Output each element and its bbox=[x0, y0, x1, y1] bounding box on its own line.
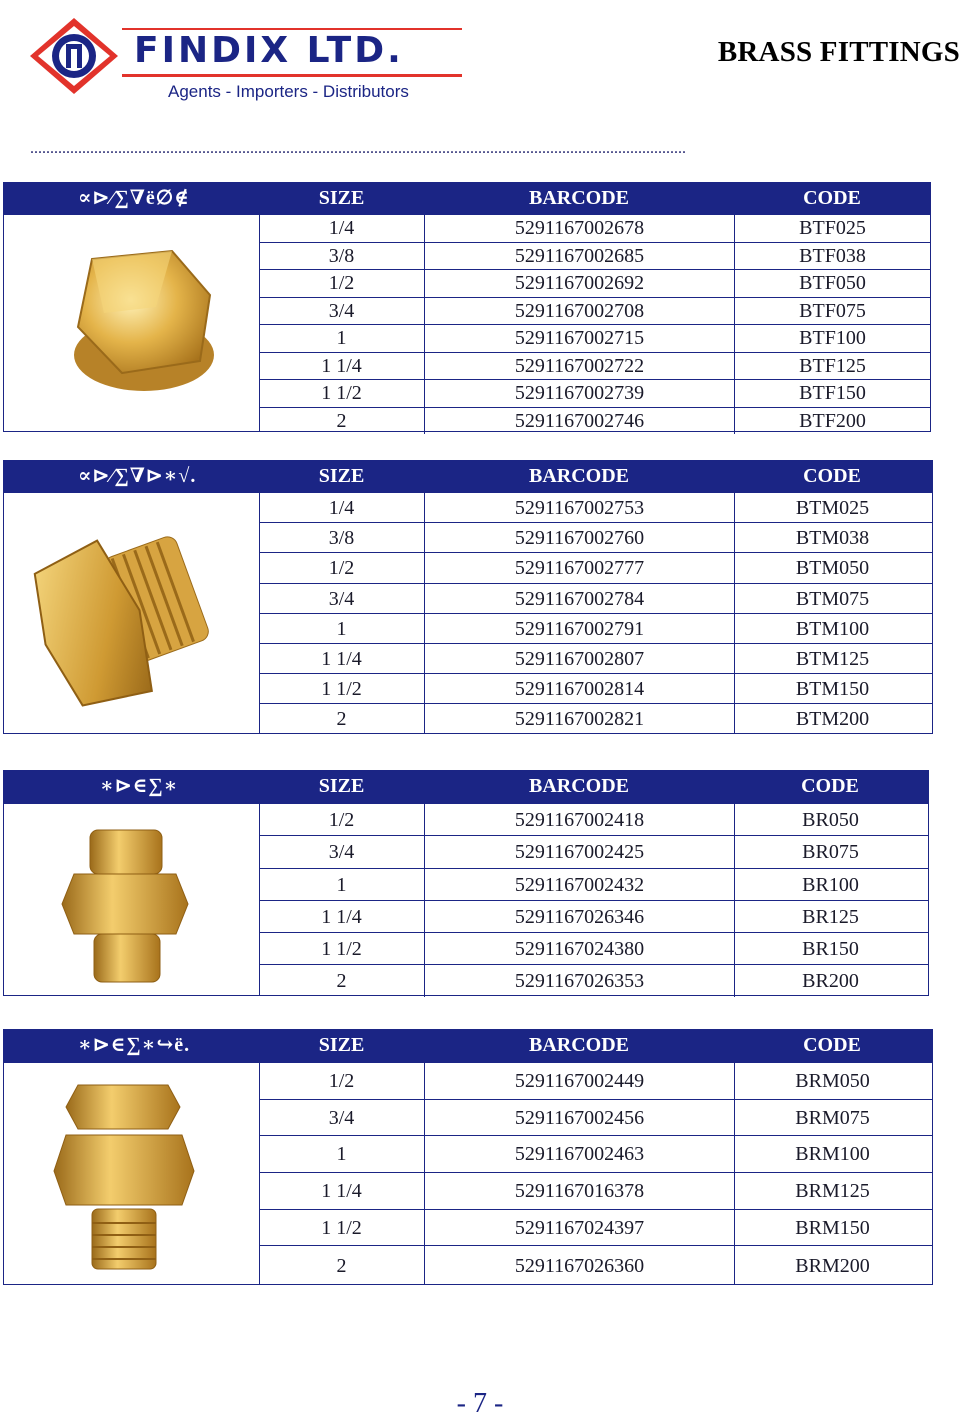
product-table-male-plug bbox=[3, 460, 933, 734]
company-logo bbox=[22, 14, 472, 114]
cell-code: BTF075 bbox=[734, 298, 930, 325]
table-body bbox=[259, 214, 930, 434]
table-body bbox=[259, 492, 932, 734]
cell-barcode: 5291167002715 bbox=[424, 325, 734, 352]
table-row bbox=[259, 242, 930, 270]
cell-code: BTF150 bbox=[734, 380, 930, 407]
table-row bbox=[259, 1062, 932, 1099]
cell-code: BTF038 bbox=[734, 243, 930, 270]
cell-size: 1 1/2 bbox=[321, 382, 362, 404]
cell-barcode: 5291167002449 bbox=[424, 1063, 734, 1099]
cell-size: 3/4 bbox=[328, 841, 355, 864]
product-table-union-male bbox=[3, 1029, 933, 1285]
column-header-size: SIZE bbox=[318, 187, 365, 209]
product-name: ∗⊳∈∑∗ bbox=[100, 775, 179, 797]
header-divider: .................................................................................................................................................................... bbox=[30, 140, 686, 157]
cell-size: 1/2 bbox=[328, 809, 355, 831]
cell-barcode: 5291167024397 bbox=[424, 1210, 734, 1246]
brass-male-plug-icon bbox=[4, 493, 259, 733]
table-row bbox=[259, 1209, 932, 1246]
cell-code: BR200 bbox=[734, 965, 926, 996]
table-row bbox=[259, 407, 930, 435]
table-header bbox=[4, 1030, 932, 1063]
product-table-union bbox=[3, 770, 929, 996]
cell-size: 1 bbox=[336, 1143, 347, 1166]
page-title: BRASS FITTINGS bbox=[717, 36, 960, 68]
cell-barcode: 5291167002777 bbox=[424, 553, 734, 582]
table-row bbox=[259, 673, 932, 703]
table-header bbox=[4, 461, 932, 493]
cell-barcode: 5291167002678 bbox=[424, 215, 734, 242]
cell-size: 1 1/2 bbox=[321, 938, 362, 961]
cell-size: 3/8 bbox=[328, 527, 355, 550]
table-header bbox=[4, 183, 930, 215]
cell-barcode: 5291167002791 bbox=[424, 614, 734, 643]
cell-code: BTM100 bbox=[734, 614, 930, 643]
column-header-barcode: BARCODE bbox=[528, 775, 629, 797]
cell-code: BTM038 bbox=[734, 523, 930, 552]
cell-size: 1/4 bbox=[328, 217, 355, 239]
cell-size: 1/2 bbox=[328, 557, 355, 580]
cell-barcode: 5291167002463 bbox=[424, 1136, 734, 1172]
cell-size: 2 bbox=[336, 970, 347, 993]
product-name: ∝⊳∕∑∇⊳∗√. bbox=[78, 465, 197, 487]
column-header-code: CODE bbox=[803, 1034, 861, 1056]
cell-barcode: 5291167002456 bbox=[424, 1100, 734, 1136]
cell-code: BTM150 bbox=[734, 674, 930, 703]
cell-barcode: 5291167016378 bbox=[424, 1173, 734, 1209]
column-header-size: SIZE bbox=[318, 1034, 365, 1056]
cell-code: BTM200 bbox=[734, 704, 930, 733]
cell-code: BR050 bbox=[734, 804, 926, 835]
cell-barcode: 5291167026353 bbox=[424, 965, 734, 996]
cell-barcode: 5291167002418 bbox=[424, 804, 734, 835]
cell-code: BRM100 bbox=[734, 1136, 930, 1172]
cell-barcode: 5291167024380 bbox=[424, 933, 734, 964]
table-row bbox=[259, 297, 930, 325]
cell-size: 3/4 bbox=[328, 1106, 355, 1129]
cell-code: BTM050 bbox=[734, 553, 930, 582]
column-header-barcode: BARCODE bbox=[528, 465, 629, 487]
cell-size: 1 1/2 bbox=[321, 678, 362, 701]
table-row bbox=[259, 1135, 932, 1172]
table-row bbox=[259, 643, 932, 673]
cell-barcode: 5291167002760 bbox=[424, 523, 734, 552]
page-number: - 7 - bbox=[456, 1388, 504, 1419]
cell-barcode: 5291167002814 bbox=[424, 674, 734, 703]
cell-code: BR150 bbox=[734, 933, 926, 964]
table-row bbox=[259, 964, 928, 996]
column-header-size: SIZE bbox=[318, 775, 365, 797]
cell-barcode: 5291167002807 bbox=[424, 644, 734, 673]
column-header-size: SIZE bbox=[318, 465, 365, 487]
table-row bbox=[259, 932, 928, 964]
cell-code: BRM200 bbox=[734, 1246, 930, 1284]
cell-barcode: 5291167002722 bbox=[424, 353, 734, 380]
cell-size: 1 bbox=[336, 617, 347, 640]
table-row bbox=[259, 1245, 932, 1284]
cell-barcode: 5291167026360 bbox=[424, 1246, 734, 1284]
table-row bbox=[259, 352, 930, 380]
table-row bbox=[259, 379, 930, 407]
column-header-code: CODE bbox=[801, 775, 859, 797]
table-row bbox=[259, 552, 932, 582]
cell-size: 1 bbox=[336, 873, 347, 896]
table-row bbox=[259, 324, 930, 352]
cell-size: 1 1/2 bbox=[321, 1216, 362, 1239]
table-body bbox=[259, 803, 928, 997]
cell-code: BTF025 bbox=[734, 215, 930, 242]
cell-size: 2 bbox=[336, 1255, 347, 1278]
table-row bbox=[259, 868, 928, 900]
cell-barcode: 5291167002432 bbox=[424, 869, 734, 900]
cell-barcode: 5291167002425 bbox=[424, 836, 734, 867]
cell-code: BRM125 bbox=[734, 1173, 930, 1209]
cell-barcode: 5291167002784 bbox=[424, 584, 734, 613]
cell-size: 1 1/4 bbox=[321, 1180, 362, 1203]
column-header-barcode: BARCODE bbox=[528, 1034, 629, 1056]
cell-code: BR075 bbox=[734, 836, 926, 867]
table-row bbox=[259, 522, 932, 552]
cell-size: 1 1/4 bbox=[321, 647, 362, 670]
cell-size: 2 bbox=[336, 409, 347, 432]
cell-barcode: 5291167026346 bbox=[424, 901, 734, 932]
table-row bbox=[259, 803, 928, 835]
cell-code: BTF200 bbox=[734, 408, 930, 435]
cell-code: BR100 bbox=[734, 869, 926, 900]
brass-union-icon bbox=[4, 804, 259, 994]
cell-code: BRM050 bbox=[734, 1063, 930, 1099]
cell-code: BRM150 bbox=[734, 1210, 930, 1246]
column-header-code: CODE bbox=[803, 187, 861, 209]
cell-size: 2 bbox=[336, 708, 347, 731]
cell-size: 3/4 bbox=[328, 587, 355, 610]
cell-size: 3/8 bbox=[328, 244, 355, 267]
product-name: ∝⊳∕∑∇ë∅∉ bbox=[78, 187, 190, 209]
cell-size: 3/4 bbox=[328, 299, 355, 322]
cell-barcode: 5291167002739 bbox=[424, 380, 734, 407]
brass-female-plug-icon bbox=[4, 215, 259, 431]
table-row bbox=[259, 703, 932, 733]
cell-size: 1 bbox=[336, 327, 347, 349]
table-row bbox=[259, 269, 930, 297]
column-header-barcode: BARCODE bbox=[528, 187, 629, 209]
brass-union-male-icon bbox=[4, 1063, 259, 1283]
cell-code: BTF125 bbox=[734, 353, 930, 380]
table-row bbox=[259, 492, 932, 522]
cell-size: 1 1/4 bbox=[321, 354, 362, 377]
table-row bbox=[259, 1099, 932, 1136]
cell-barcode: 5291167002746 bbox=[424, 408, 734, 435]
cell-barcode: 5291167002708 bbox=[424, 298, 734, 325]
cell-code: BTF100 bbox=[734, 325, 930, 352]
table-header bbox=[4, 771, 928, 804]
cell-barcode: 5291167002692 bbox=[424, 270, 734, 297]
table-row bbox=[259, 214, 930, 242]
table-row bbox=[259, 835, 928, 867]
cell-barcode: 5291167002685 bbox=[424, 243, 734, 270]
cell-code: BTM125 bbox=[734, 644, 930, 673]
table-row bbox=[259, 583, 932, 613]
table-row bbox=[259, 613, 932, 643]
column-header-code: CODE bbox=[803, 465, 861, 487]
cell-code: BRM075 bbox=[734, 1100, 930, 1136]
table-body bbox=[259, 1062, 932, 1284]
cell-barcode: 5291167002753 bbox=[424, 493, 734, 522]
company-name: FINDIX LTD. bbox=[134, 30, 404, 71]
product-name: ∗⊳∈∑∗↪ë. bbox=[78, 1034, 191, 1056]
table-row bbox=[259, 1172, 932, 1209]
cell-barcode: 5291167002821 bbox=[424, 704, 734, 733]
company-tagline: Agents - Importers - Distributors bbox=[168, 82, 409, 101]
cell-code: BTM025 bbox=[734, 493, 930, 522]
cell-code: BTM075 bbox=[734, 584, 930, 613]
cell-size: 1/2 bbox=[328, 272, 355, 294]
cell-size: 1 1/4 bbox=[321, 905, 362, 928]
cell-code: BTF050 bbox=[734, 270, 930, 297]
product-table-female-plug bbox=[3, 182, 931, 432]
cell-size: 1/4 bbox=[328, 497, 355, 519]
cell-size: 1/2 bbox=[328, 1070, 355, 1092]
table-row bbox=[259, 900, 928, 932]
cell-code: BR125 bbox=[734, 901, 926, 932]
